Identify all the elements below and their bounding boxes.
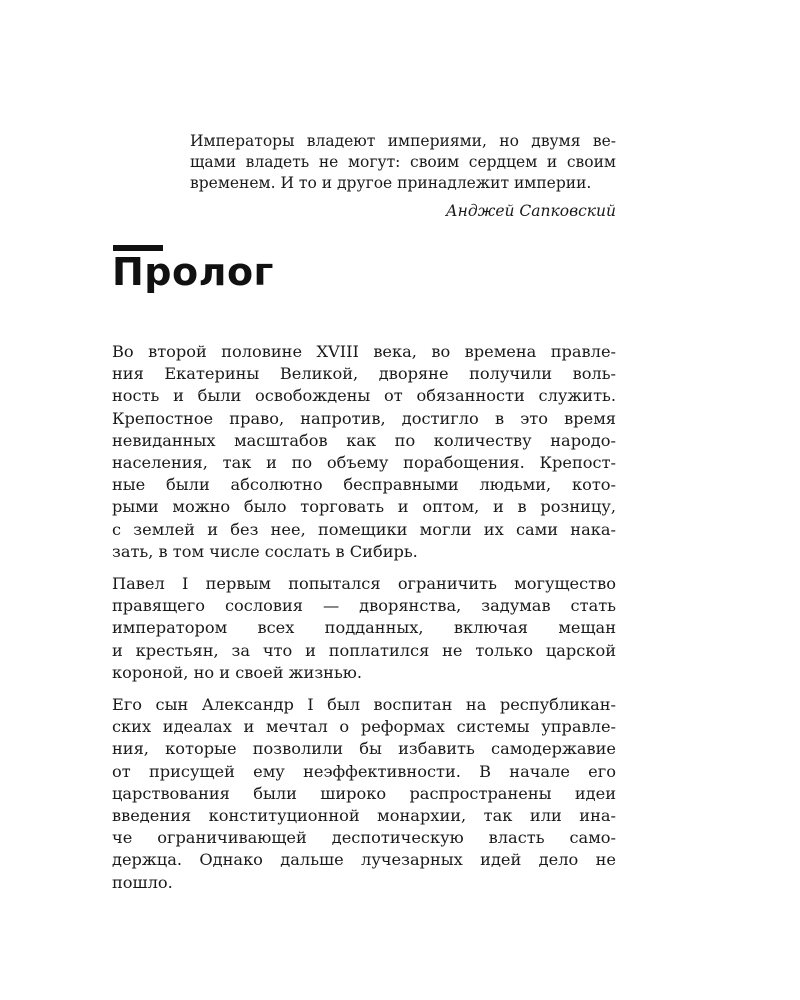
text-line: ния Екатерины Великой, дворяне получили воль- (112, 364, 616, 384)
text-line: ные были абсолютно бесправными людьми, кото- (112, 475, 616, 495)
text-line: короной, но и своей жизнью. (112, 662, 362, 682)
epigraph-line: Императоры владеют империями, но двумя ве- (190, 132, 616, 150)
paragraph (112, 341, 616, 563)
text-line: че ограничивающей деспотическую власть само- (112, 828, 616, 848)
text-line: Во второй половине XVIII века, во времена правле- (112, 342, 616, 361)
text-line: держца. Однако дальше лучезарных идей дело не (112, 850, 616, 870)
text-line: ния, которые позволили бы избавить самодержавие (112, 739, 616, 759)
text-line: Павел I первым попытался ограничить могущество (112, 574, 616, 594)
text-line: невиданных масштабов как по количеству народо- (112, 430, 616, 450)
paragraph (112, 694, 616, 894)
text-line: ских идеалах и мечтал о реформах системы управле- (112, 717, 616, 737)
text-line: ность и были освобождены от обязанности служить. (112, 386, 616, 406)
text-line: введения конституционной монархии, так или ина- (112, 806, 616, 826)
epigraph-line: временем. И то и другое принадлежит империи. (190, 174, 592, 192)
text-line: Его сын Александр I был воспитан на республикан- (112, 695, 616, 715)
epigraph (190, 131, 616, 222)
epigraph-author: Анджей Сапковский (445, 202, 616, 220)
epigraph-line: щами владеть не могут: своим сердцем и своим (190, 153, 616, 171)
chapter-title: Пролог (112, 250, 274, 294)
paragraph (112, 573, 616, 684)
chapter-body (112, 341, 616, 904)
text-line: рыми можно было торговать и оптом, и в розницу, (112, 497, 616, 517)
text-line: от присущей ему неэффективности. В начале его (112, 761, 616, 781)
text-line: населения, так и по объему порабощения. Крепост- (112, 453, 616, 473)
text-line: и крестьян, за что и поплатился не только царской (112, 640, 616, 660)
text-line: царствования были широко распространены идеи (112, 783, 616, 803)
text-line: правящего сословия — дворянства, задумав стать (112, 596, 616, 616)
text-line: Крепостное право, напротив, достигло в это время (112, 408, 616, 428)
text-line: с землей и без нее, помещики могли их сами нака- (112, 519, 616, 539)
epigraph-text (190, 131, 616, 194)
text-line: императором всех подданных, включая мещан (112, 618, 616, 638)
text-line: пошло. (112, 872, 173, 892)
text-line: зать, в том числе сослать в Сибирь. (112, 541, 418, 561)
